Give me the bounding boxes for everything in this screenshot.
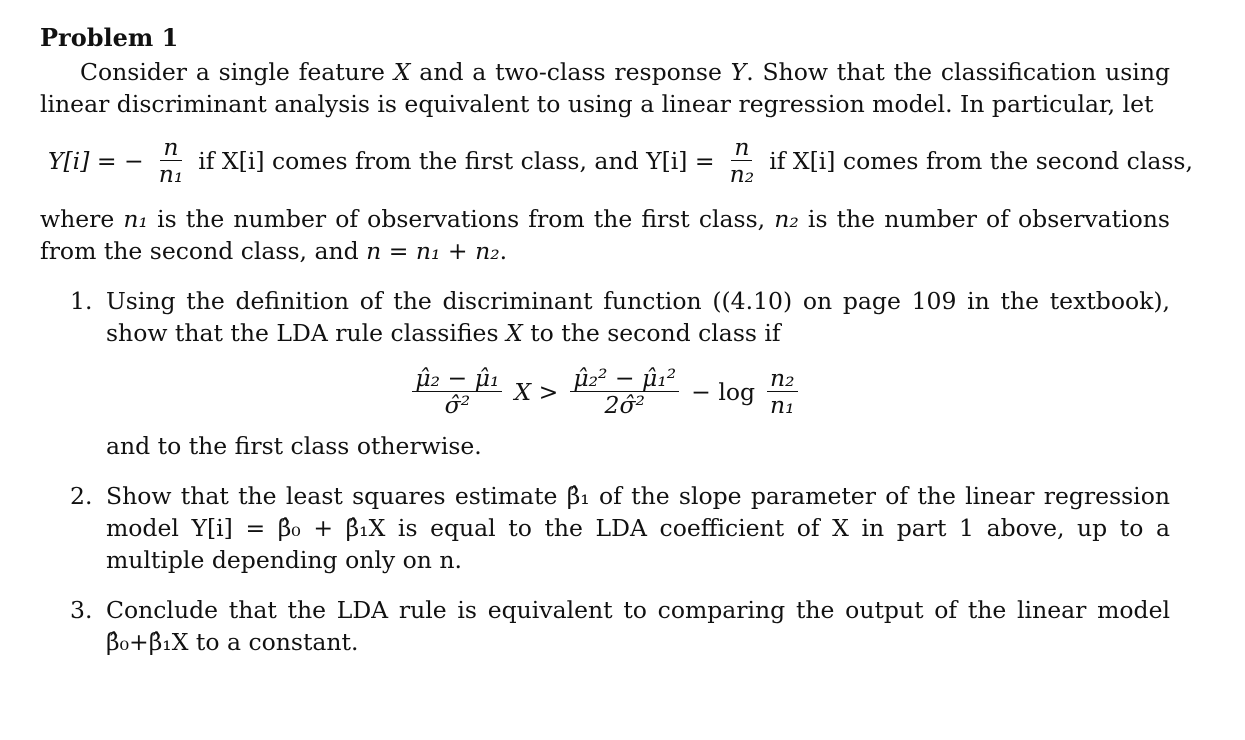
item-1-var-x: X — [505, 319, 523, 347]
eq1-frac2-denominator: n₂ — [729, 160, 755, 188]
where-paragraph — [40, 203, 1170, 267]
lda-minus-log: − log — [691, 377, 756, 406]
eq1-frac2-numerator: n — [731, 134, 752, 161]
eq1-middle-text: if X[i] comes from the first class, and Y[i] = — [198, 146, 715, 175]
item-1-after-text: and to the first class otherwise. — [106, 432, 482, 460]
where-equation: n = n₁ + n₂ — [366, 237, 500, 265]
list-item — [40, 594, 1170, 658]
eq1-fraction-2 — [727, 134, 758, 187]
item-3-number: 3. — [70, 596, 93, 624]
problem-document — [40, 22, 1193, 676]
item-1-text-a: Using the definition of the discriminant function ((4.10) on page 109 in the textbook), show that the LDA rule classifies — [106, 287, 1170, 347]
response-definition-equation — [48, 133, 1193, 188]
intro-var-x: X — [393, 58, 411, 86]
lda-right-fraction — [570, 365, 679, 418]
lda-log-numerator: n₂ — [767, 365, 798, 392]
lda-rule-equation — [40, 365, 1170, 418]
list-item — [40, 480, 1170, 576]
where-text-b: is the number of observations from the first class, — [147, 205, 775, 233]
where-text-c: is the number of observations from the second class, and — [40, 205, 1170, 265]
item-2-text: Show that the least squares estimate β̂₁ of the slope parameter of the linear regression model Y[i] = β̂₀ + β̂₁X is equal to the LDA coefficient of X in part 1 above, up to a multiple depending only on n. — [106, 482, 1170, 574]
item-1-number: 1. — [70, 287, 93, 315]
where-text-a: where — [40, 205, 124, 233]
intro-text-b: and a two-class response — [410, 58, 731, 86]
item-1-body — [106, 285, 1170, 349]
lda-log-fraction — [767, 365, 798, 418]
eq1-lhs: Y[i] = − — [48, 146, 144, 175]
problem-title: Problem 1 — [40, 23, 179, 52]
task-list — [40, 285, 1170, 658]
intro-paragraph — [40, 56, 1170, 120]
where-n2: n₂ — [774, 205, 799, 233]
eq1-frac1-numerator: n — [160, 134, 181, 161]
intro-text-c: . Show that the classification using linear discriminant analysis is equivalent to using a linear regression model. In particular, let — [40, 58, 1170, 118]
item-2-number: 2. — [70, 482, 93, 510]
item-3-text: Conclude that the LDA rule is equivalent to comparing the output of the linear model β̂₀+β̂₁X to a constant. — [106, 596, 1170, 656]
item-1-text-b: to the second class if — [522, 319, 781, 347]
lda-left-numerator: μ̂₂ − μ̂₁ — [412, 365, 502, 392]
lda-left-fraction — [412, 365, 502, 418]
eq1-frac1-denominator: n₁ — [158, 160, 184, 188]
where-text-d: . — [499, 237, 508, 265]
intro-text-a: Consider a single feature — [80, 58, 394, 86]
lda-right-numerator: μ̂₂² − μ̂₁² — [570, 365, 679, 392]
lda-left-denominator: σ̂² — [444, 391, 471, 419]
eq1-fraction-1 — [156, 134, 187, 187]
lda-log-denominator: n₁ — [770, 391, 795, 419]
intro-var-y: Y — [730, 58, 747, 86]
list-item — [40, 285, 1170, 462]
lda-x-greater: X > — [514, 377, 559, 406]
lda-right-denominator: 2σ̂² — [604, 391, 645, 419]
where-n1: n₁ — [123, 205, 148, 233]
eq1-tail-text: if X[i] comes from the second class, — [769, 146, 1193, 175]
